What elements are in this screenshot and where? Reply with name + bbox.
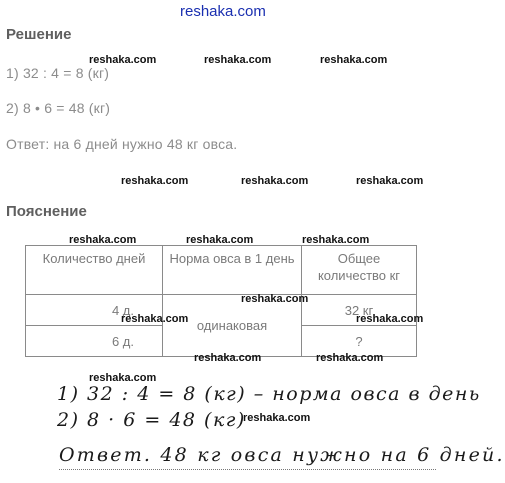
explanation-table <box>25 245 417 357</box>
watermark: reshaka.com <box>243 412 311 424</box>
table-cell-days: 4 д. <box>26 295 163 326</box>
table-cell-days: 6 д. <box>26 326 163 357</box>
table-cell-total: 32 кг <box>302 295 417 326</box>
solution-line-1: 1) 32 : 4 = 8 (кг) <box>6 65 110 81</box>
watermark: reshaka.com <box>356 175 424 187</box>
explanation-heading: Пояснение <box>6 203 87 220</box>
handwritten-line-2: 2) 8 · 6 = 48 (кг) <box>57 409 246 431</box>
watermark: reshaka.com <box>316 352 384 364</box>
table-header-norm: Норма овса в 1 день <box>163 246 302 295</box>
solution-answer: Ответ: на 6 дней нужно 48 кг овса. <box>6 136 238 152</box>
handwritten-answer: Ответ. 48 кг овса нужно на 6 дней. <box>59 444 505 466</box>
table-header-total: Общее количество кг <box>302 246 417 295</box>
watermark: reshaka.com <box>320 54 388 66</box>
watermark: reshaka.com <box>241 293 309 305</box>
handwritten-underline <box>59 469 436 470</box>
table-header-days: Количество дней <box>26 246 163 295</box>
watermark: reshaka.com <box>89 372 157 384</box>
watermark: reshaka.com <box>194 352 262 364</box>
watermark: reshaka.com <box>121 313 189 325</box>
watermark: reshaka.com <box>302 234 370 246</box>
handwritten-line-1: 1) 32 : 4 = 8 (кг) – норма овса в день <box>57 383 481 405</box>
watermark: reshaka.com <box>121 175 189 187</box>
site-header-watermark: reshaka.com <box>180 3 266 20</box>
watermark: reshaka.com <box>89 54 157 66</box>
watermark: reshaka.com <box>356 313 424 325</box>
solution-heading: Решение <box>6 26 72 43</box>
watermark: reshaka.com <box>69 234 137 246</box>
table-cell-norm: одинаковая <box>163 295 302 357</box>
watermark: reshaka.com <box>186 234 254 246</box>
solution-line-2: 2) 8 • 6 = 48 (кг) <box>6 100 111 116</box>
table-cell-total: ? <box>302 326 417 357</box>
watermark: reshaka.com <box>241 175 309 187</box>
table-header-row <box>26 246 417 295</box>
watermark: reshaka.com <box>204 54 272 66</box>
